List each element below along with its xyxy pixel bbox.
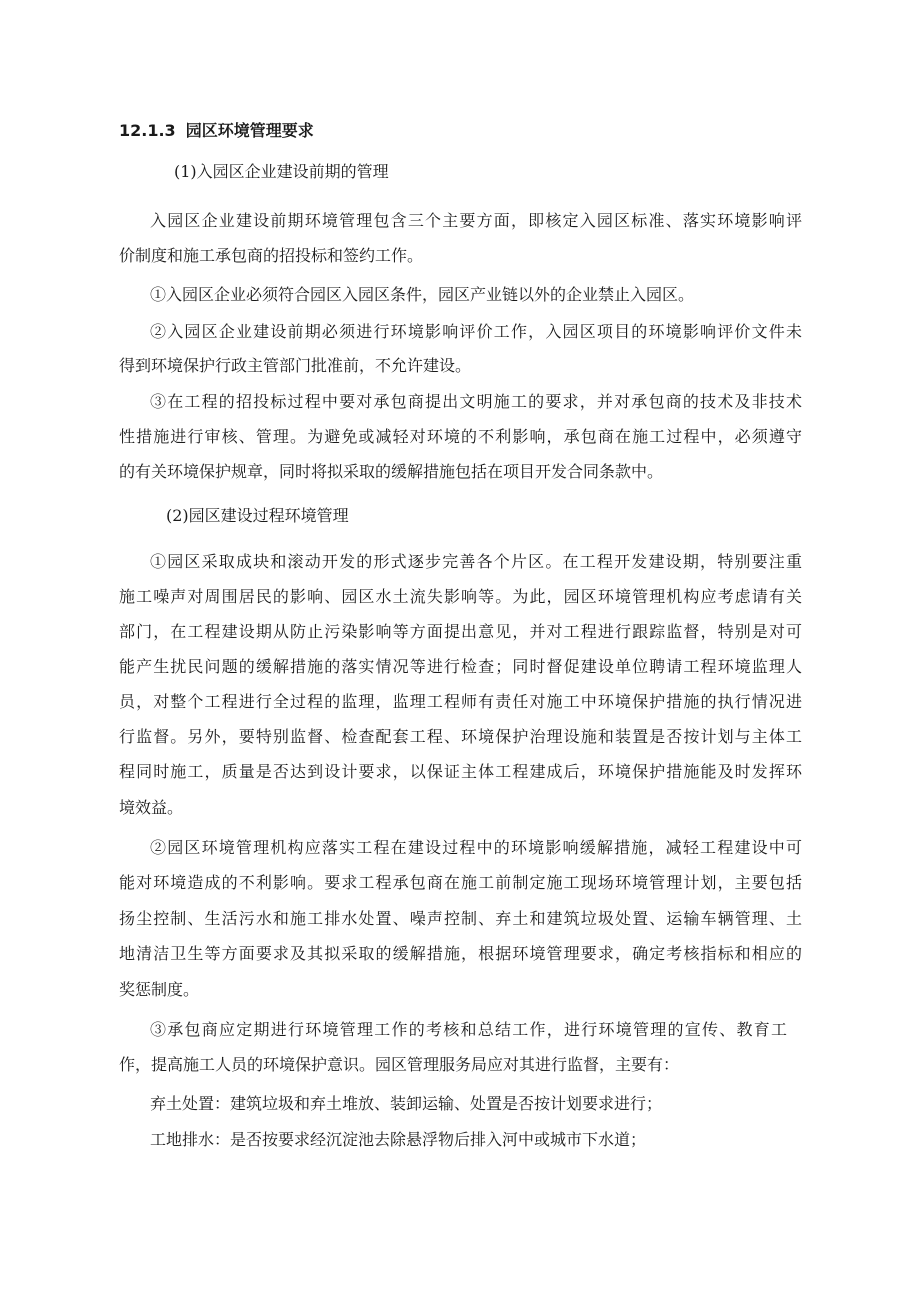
paragraph-line: 能对环境造成的不利影响。要求工程承包商在施工前制定施工现场环境管理计划，主要包括 bbox=[119, 873, 802, 892]
paragraph-line: 地清洁卫生等方面要求及其拟采取的缓解措施，根据环境管理要求，确定考核指标和相应的 bbox=[119, 944, 802, 963]
paragraph-line: 奖惩制度。 bbox=[119, 980, 200, 999]
section-number: 12.1.3 bbox=[119, 121, 176, 140]
paragraph-line: ①入园区企业必须符合园区入园区条件，园区产业链以外的企业禁止入园区。 bbox=[150, 285, 695, 304]
paragraph-line: 程同时施工，质量是否达到设计要求，以保证主体工程建成后，环境保护措施能及时发挥环 bbox=[119, 762, 802, 781]
paragraph-line: 境效益。 bbox=[119, 798, 184, 817]
paragraph-line: ①园区采取成块和滚动开发的形式逐步完善各个片区。在工程开发建设期，特别要注重 bbox=[150, 552, 802, 571]
paragraph-line: 能产生扰民问题的缓解措施的落实情况等进行检查；同时督促建设单位聘请工程环境监理人 bbox=[119, 657, 802, 676]
paragraph-line: 得到环境保护行政主管部门批准前，不允许建设。 bbox=[119, 356, 472, 375]
paragraph-line: 性措施进行审核、管理。为避免或减轻对环境的不利影响，承包商在施工过程中，必须遵守 bbox=[119, 427, 802, 446]
paragraph-line: ②园区环境管理机构应落实工程在建设过程中的环境影响缓解措施，减轻工程建设中可 bbox=[150, 838, 802, 857]
paragraph-line: 员，对整个工程进行全过程的监理，监理工程师有责任对施工中环境保护措施的执行情况进 bbox=[119, 692, 802, 711]
section-heading bbox=[119, 121, 314, 141]
paragraph-line: 弃土处置：建筑垃圾和弃土堆放、装卸运输、处置是否按计划要求进行； bbox=[150, 1094, 663, 1113]
paragraph-line: ②入园区企业建设前期必须进行环境影响评价工作，入园区项目的环境影响评价文件未 bbox=[150, 322, 802, 341]
paragraph-line: 行监督。另外，要特别监督、检查配套工程、环境保护治理设施和装置是否按计划与主体工 bbox=[119, 727, 802, 746]
paragraph-line: 部门，在工程建设期从防止污染影响等方面提出意见，并对工程进行跟踪监督，特别是对可 bbox=[119, 622, 802, 641]
paragraph-line: 价制度和施工承包商的招投标和签约工作。 bbox=[119, 246, 424, 265]
section-title: 园区环境管理要求 bbox=[185, 121, 314, 140]
paragraph-line: ③承包商应定期进行环境管理工作的考核和总结工作，进行环境管理的宣传、教育工 bbox=[150, 1020, 787, 1039]
paragraph-line: 的有关环境保护规章，同时将拟采取的缓解措施包括在项目开发合同条款中。 bbox=[119, 462, 664, 481]
paragraph-line: 入园区企业建设前期环境管理包含三个主要方面，即核定入园区标准、落实环境影响评 bbox=[150, 211, 802, 230]
paragraph-line: 施工噪声对周围居民的影响、园区水土流失影响等。为此，园区环境管理机构应考虑请有关 bbox=[119, 587, 802, 606]
subheading-1: (1)入园区企业建设前期的管理 bbox=[174, 162, 389, 181]
paragraph-line: 工地排水：是否按要求经沉淀池去除悬浮物后排入河中或城市下水道； bbox=[150, 1130, 647, 1149]
paragraph-line: 扬尘控制、生活污水和施工排水处置、噪声控制、弃土和建筑垃圾处置、运输车辆管理、土 bbox=[119, 909, 802, 928]
paragraph-line: ③在工程的招投标过程中要对承包商提出文明施工的要求，并对承包商的技术及非技术 bbox=[150, 392, 802, 411]
paragraph-line: 作，提高施工人员的环境保护意识。园区管理服务局应对其进行监督，主要有： bbox=[119, 1055, 680, 1074]
subheading-2: (2)园区建设过程环境管理 bbox=[166, 506, 349, 525]
